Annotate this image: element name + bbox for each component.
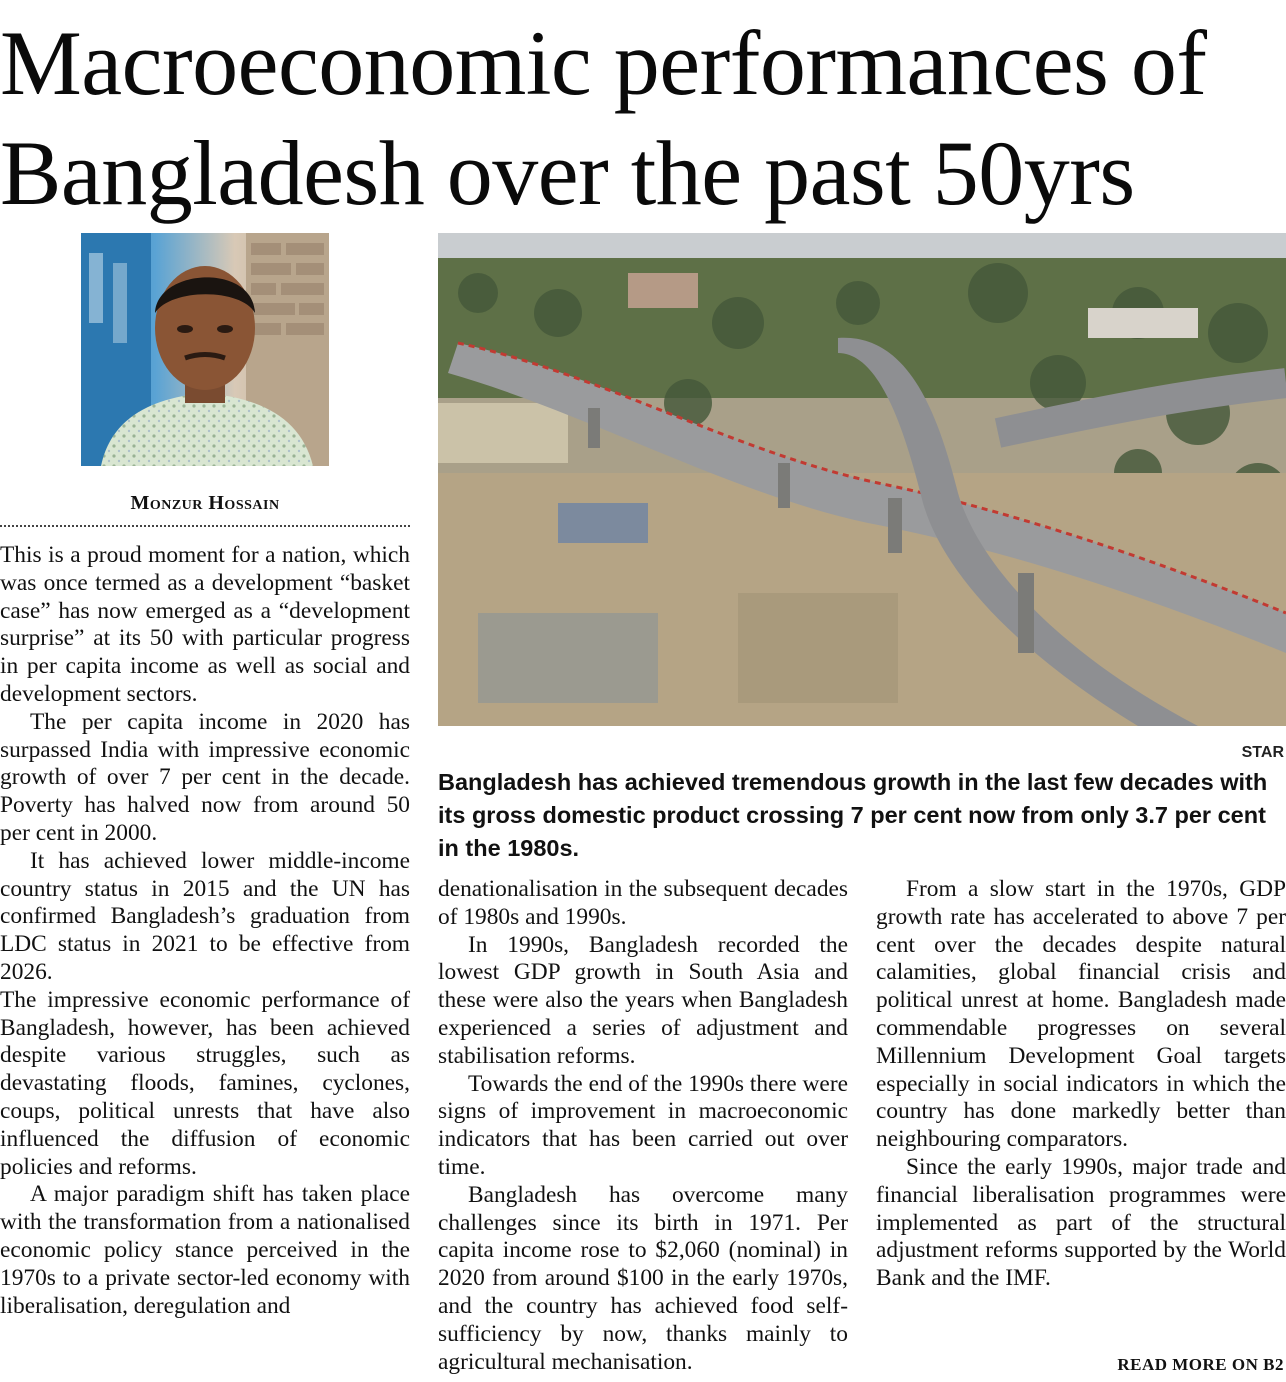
photo-credit: STAR	[1241, 744, 1284, 761]
byline-divider	[0, 525, 410, 527]
headline-line-2: Bangladesh over the past 50yrs	[0, 122, 1135, 224]
article-column-3	[876, 876, 1286, 1293]
paragraph: Since the early 1990s, major trade and financial liberalisation programmes were implemented as part of the structural adjustment reforms supported by the World Bank and the IMF.	[876, 1153, 1286, 1292]
article-column-1	[0, 542, 410, 1320]
paragraph: Bangladesh has overcome many challenges since its birth in 1971. Per capita income rose to $2,060 (nominal) in 2020 from around $100 in the early 1970s, and the country has achieved food self-sufficiency by now, thanks mainly to agricultural mechanisation.	[438, 1181, 848, 1375]
author-photo	[81, 233, 329, 466]
headline	[0, 8, 1286, 228]
paragraph: From a slow start in the 1970s, GDP growth rate has accelerated to above 7 per cent over the decades despite natural calamities, global financial crisis and political unrest at home. Bangladesh made commendable progresses on several Millennium Development Goal targets especially in social indicators in which the country has done markedly better than neighbouring comparators.	[876, 876, 1286, 1153]
paragraph: It has achieved lower middle-income country status in 2015 and the UN has confirmed Bangladesh’s graduation from LDC status in 2021 to be effective from 2026.	[0, 847, 410, 985]
photo-caption: Bangladesh has achieved tremendous growth in the last few decades with its gross domestic product crossing 7 per cent now from only 3.7 per cent in the 1980s.	[438, 769, 1268, 861]
paragraph: Towards the end of the 1990s there were signs of improvement in macroeconomic indicators that has been carried out over time.	[438, 1070, 848, 1180]
read-more-link[interactable]: READ MORE ON B2	[1117, 1355, 1284, 1374]
paragraph: denationalisation in the subsequent decades of 1980s and 1990s.	[438, 876, 848, 930]
headline-line-1: Macroeconomic performances of	[0, 12, 1207, 114]
paragraph: This is a proud moment for a nation, which was once termed as a development “basket case” has now emerged as a “development surprise” at its 50 with particular progress in per capita income as well as social and development sectors.	[0, 542, 410, 707]
paragraph: A major paradigm shift has taken place with the transformation from a nationalised economic policy stance perceived in the 1970s to a private sector-led economy with liberalisation, deregulation and	[0, 1181, 410, 1319]
paragraph: The impressive economic performance of Bangladesh, however, has been achieved despite various struggles, such as devastating floods, famines, cyclones, coups, political unrests that have also influenced the diffusion of economic policies and reforms.	[0, 986, 410, 1180]
paragraph: In 1990s, Bangladesh recorded the lowest GDP growth in South Asia and these were also the years when Bangladesh experienced a series of adjustment and stabilisation reforms.	[438, 931, 848, 1069]
paragraph: The per capita income in 2020 has surpassed India with impressive economic growth of over 7 per cent in the decade. Poverty has halved now from around 50 per cent in 2000.	[0, 708, 410, 846]
article-column-2	[438, 876, 848, 1376]
author-byline: Monzur Hossain	[130, 492, 280, 514]
flyover-aerial-photo	[438, 233, 1286, 726]
